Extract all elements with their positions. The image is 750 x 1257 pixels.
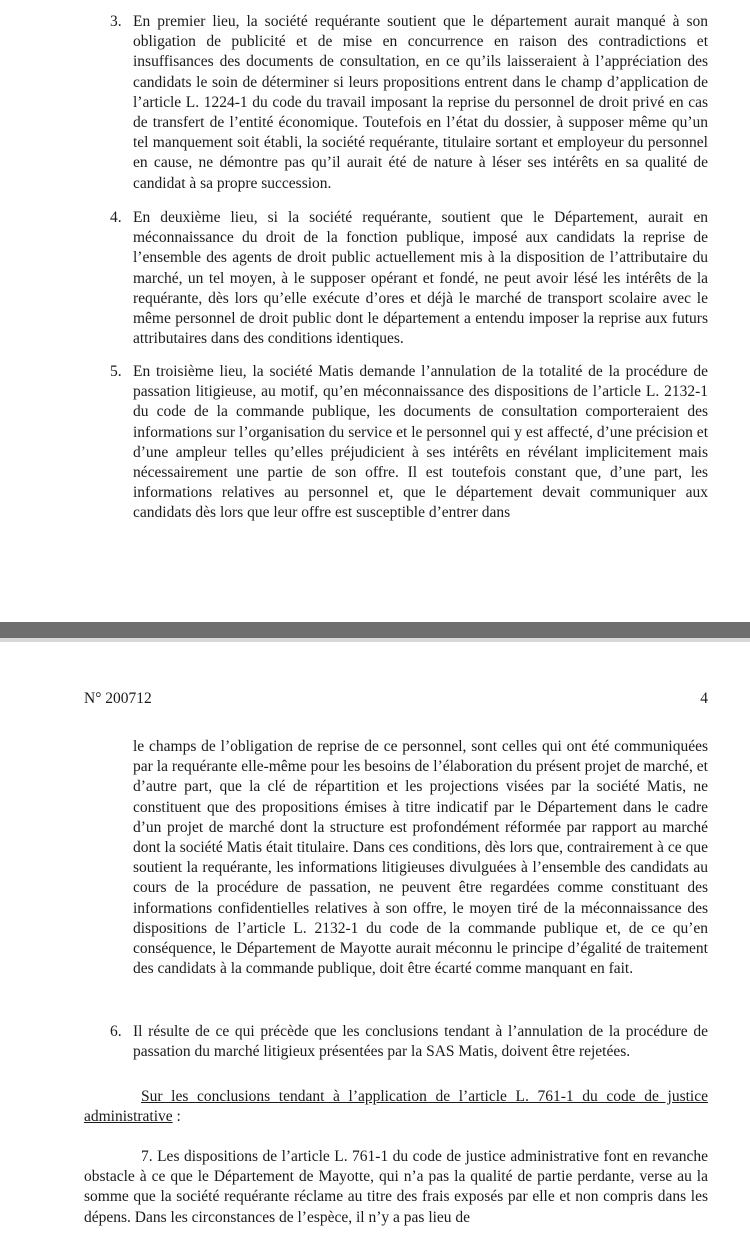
paragraph-5-continuation: le champs de l’obligation de reprise de ce personnel, sont celles qui ont été communiquées par la requérante elle-même pour les besoins de l’élaboration du présent projet de marché, et d’autre part, que la clé de répartition et les projections visées par la société Matis, ne constituent que des propositions émises à titre indicatif par le Département dans le cadre d’un projet de marché dont la structure est profondément réformée par rapport au marché dont la société Matis était titulaire. Dans ces conditions, dès lors que, contrairement à ce que soutient la requérante, les informations litigieuses divulguées à l’ensemble des candidats au cours de la procédure de passation, ne peuvent être regardées comme constituant des informations confidentielles relatives à son offre, le moyen tiré de la méconnaissance des dispositions de l’article L. 2132-1 du code de la commande publique et, de ce qu’en conséquence, le Département de Mayotte aurait méconnu le principe d’égalité de traitement des candidats à la commande publique, doit être écarté comme manquant en fait.: [133, 738, 708, 978]
paragraph-6: Il résulte de ce qui précède que les conclusions tendant à l’annulation de la procédure de passation du marché litigieux présentées par la SAS Matis, doivent être rejetées.: [133, 1023, 708, 1061]
paragraph-5: En troisième lieu, la société Matis demande l’annulation de la totalité de la procédure de passation litigieuse, au motif, qu’en méconnaissance des dispositions de l’article L. 2132-1 du code de la commande publique, les documents de consultation comporteraient des informations sur l’organisation du service et le personnel qui y est affecté, d’une précision et d’une ampleur telles qu’elles préjudicient à ses intérêts en révélant implicitement mais nécessairement une partie de son offre. Il est toutefois constant que, d’une part, les informations relatives au personnel et, que le département devait communiquer aux candidats dès lors que leur offre est susceptible d’entrer dans: [133, 363, 708, 522]
paragraph-number-5: 5.: [110, 363, 122, 380]
section-heading: [84, 1087, 708, 1127]
page-4: [0, 642, 750, 1257]
paragraph-number-3: 3.: [110, 13, 122, 30]
paragraph-4: En deuxième lieu, si la société requérante, soutient que le Département, aurait en méconnaissance du droit de la fonction publique, imposé aux candidats la reprise de l’ensemble des agents de droit public actuellement mis à la disposition de l’attributaire du marché, un tel moyen, à le supposer opérant et fondé, ne peut avoir lésé les intérêts de la requérante, dès lors qu’elle exécute d’ores et déjà le marché de transport scolaire avec le même personnel de droit public dont le département a entendu imposer la reprise aux futurs attributaires dans des conditions identiques.: [133, 209, 708, 348]
section-heading-text: Sur les conclusions tendant à l’application de l’article L. 761-1 du code de justice administrative: [84, 1088, 708, 1126]
page-separator: [0, 622, 750, 638]
paragraph-number-6: 6.: [110, 1023, 122, 1040]
case-number: N° 200712: [84, 690, 152, 707]
paragraph-number-4: 4.: [110, 209, 122, 226]
paragraph-3: En premier lieu, la société requérante soutient que le département aurait manqué à son obligation de publicité et de mise en concurrence en raison des contradictions et insuffisances des documents de consultation, en ce qu’ils laisseraient à l’appréciation des candidats le soin de déterminer si leurs propositions entrent dans le champ d’application de l’article L. 1224-1 du code du travail imposant la reprise du personnel de droit privé en cas de transfert de l’entité économique. Toutefois en l’état du dossier, à supposer même qu’un tel manquement soit établi, la société requérante, titulaire sortant et employeur du personnel en cause, ne démontre pas qu’il aurait été de nature à léser ses intérêts en sa qualité de candidat à sa propre succession.: [133, 13, 708, 192]
section-heading-suffix: :: [172, 1108, 181, 1126]
page-3-bottom: [0, 0, 750, 620]
page-number: 4: [700, 690, 708, 707]
paragraph-7: 7. Les dispositions de l’article L. 761-1 du code de justice administrative font en revanche obstacle à ce que le Département de Mayotte, qui n’a pas la qualité de partie perdante, verse au la somme que la société requérante réclame au titre des frais exposés par elle et non compris dans les dépens. Dans les circonstances de l’espèce, il n’y a pas lieu de: [84, 1148, 708, 1226]
